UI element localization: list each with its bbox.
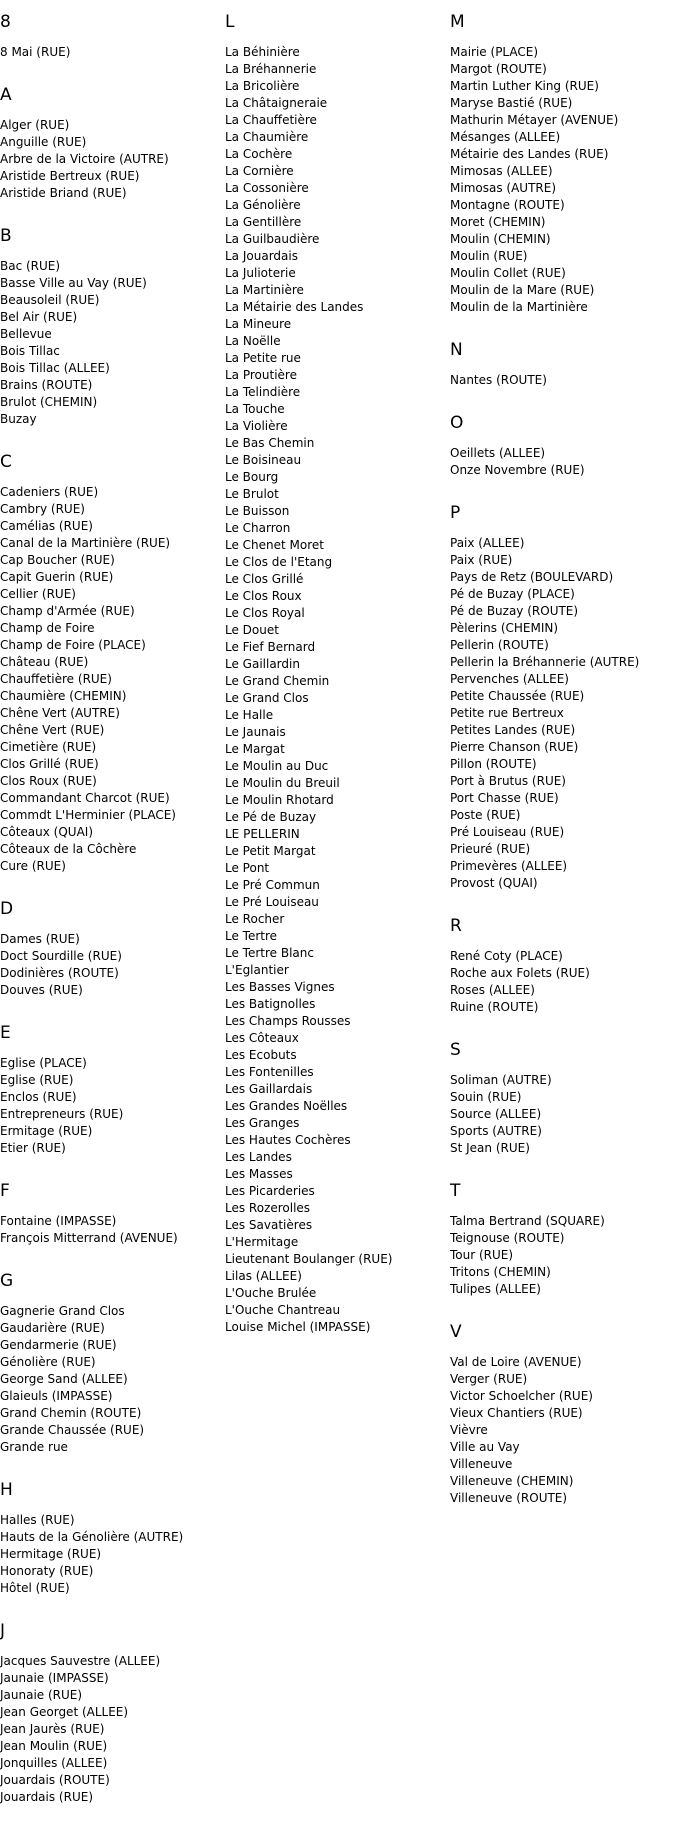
street-link[interactable]: Oeillets (ALLEE) bbox=[450, 446, 546, 460]
street-link[interactable]: Paix (RUE) bbox=[450, 553, 513, 567]
street-link[interactable]: Moulin (CHEMIN) bbox=[450, 232, 551, 246]
street-link[interactable]: Clos Roux (RUE) bbox=[0, 774, 97, 788]
street-link[interactable]: La Telindière bbox=[225, 385, 301, 399]
street-link[interactable]: Le Bas Chemin bbox=[225, 436, 315, 450]
street-link[interactable]: Jouardais (RUE) bbox=[0, 1790, 93, 1804]
street-link[interactable]: Vieux Chantiers (RUE) bbox=[450, 1406, 583, 1420]
street-link[interactable]: Le Clos Grillé bbox=[225, 572, 304, 586]
street-link[interactable]: Villeneuve bbox=[450, 1457, 513, 1471]
street-link[interactable]: Aristide Bertreux (RUE) bbox=[0, 169, 140, 183]
letter-section-a bbox=[0, 85, 225, 202]
street-link[interactable]: Halles (RUE) bbox=[0, 1513, 75, 1527]
street-link[interactable]: Port à Brutus (RUE) bbox=[450, 774, 566, 788]
street-link[interactable]: Le Douet bbox=[225, 623, 279, 637]
section-letter-heading: T bbox=[450, 1181, 461, 1201]
street-link[interactable]: Sports (AUTRE) bbox=[450, 1124, 542, 1138]
letter-section-p bbox=[450, 503, 675, 892]
street-link[interactable]: Port Chasse (RUE) bbox=[450, 791, 559, 805]
street-link[interactable]: Bellevue bbox=[0, 327, 52, 341]
street-link[interactable]: Gendarmerie (RUE) bbox=[0, 1338, 117, 1352]
street-link[interactable]: Moulin de la Mare (RUE) bbox=[450, 283, 595, 297]
street-link[interactable]: Honoraty (RUE) bbox=[0, 1564, 94, 1578]
street-link[interactable]: Dames (RUE) bbox=[0, 932, 80, 946]
street-link[interactable]: Jouardais (ROUTE) bbox=[0, 1773, 110, 1787]
street-link[interactable]: Côteaux (QUAI) bbox=[0, 825, 94, 839]
street-link[interactable]: Pays de Retz (BOULEVARD) bbox=[450, 570, 614, 584]
street-link[interactable]: Maryse Bastié (RUE) bbox=[450, 96, 573, 110]
street-link[interactable]: La Châtaigneraie bbox=[225, 96, 328, 110]
section-letter-heading: F bbox=[0, 1181, 10, 1201]
street-link[interactable]: Le Clos Royal bbox=[225, 606, 305, 620]
street-link[interactable]: Le Gaillardin bbox=[225, 657, 300, 671]
street-link[interactable]: Souin (RUE) bbox=[450, 1090, 522, 1104]
street-link[interactable]: Moulin Collet (RUE) bbox=[450, 266, 566, 280]
street-link[interactable]: LE PELLERIN bbox=[225, 827, 300, 841]
street-link[interactable]: Hôtel (RUE) bbox=[0, 1581, 70, 1595]
letter-section-e bbox=[0, 1023, 225, 1157]
street-link[interactable]: Margot (ROUTE) bbox=[450, 62, 547, 76]
street-link[interactable]: Tritons (CHEMIN) bbox=[450, 1265, 551, 1279]
street-link[interactable]: La Guilbaudière bbox=[225, 232, 320, 246]
section-letter-heading: L bbox=[225, 12, 235, 32]
street-link[interactable]: Cambry (RUE) bbox=[0, 502, 85, 516]
street-link[interactable]: Les Savatières bbox=[225, 1218, 313, 1232]
street-link[interactable]: L'Ouche Chantreau bbox=[225, 1303, 341, 1317]
street-link[interactable]: Le Grand Chemin bbox=[225, 674, 330, 688]
street-link[interactable]: Le Clos de l'Etang bbox=[225, 555, 333, 569]
section-letter-heading: G bbox=[0, 1271, 14, 1291]
street-link[interactable]: Roche aux Folets (RUE) bbox=[450, 966, 590, 980]
letter-section-g bbox=[0, 1271, 225, 1456]
street-link[interactable]: Enclos (RUE) bbox=[0, 1090, 77, 1104]
street-link[interactable]: La Proutière bbox=[225, 368, 297, 382]
street-link[interactable]: La Julioterie bbox=[225, 266, 296, 280]
letter-section-m bbox=[450, 12, 675, 316]
street-link[interactable]: Pé de Buzay (ROUTE) bbox=[450, 604, 579, 618]
street-link[interactable]: Les Picarderies bbox=[225, 1184, 315, 1198]
street-link[interactable]: La Cornière bbox=[225, 164, 294, 178]
street-link[interactable]: La Métairie des Landes bbox=[225, 300, 364, 314]
section-letter-heading: H bbox=[0, 1480, 13, 1500]
section-letter-heading: O bbox=[450, 413, 464, 433]
street-link[interactable]: Pillon (ROUTE) bbox=[450, 757, 537, 771]
street-index-column-3 bbox=[450, 12, 675, 1531]
street-link[interactable]: La Noëlle bbox=[225, 334, 281, 348]
street-link[interactable]: Gaudarière (RUE) bbox=[0, 1321, 105, 1335]
letter-section-b bbox=[0, 226, 225, 428]
street-link[interactable]: Génolière (RUE) bbox=[0, 1355, 96, 1369]
street-link[interactable]: Le Pré Commun bbox=[225, 878, 320, 892]
street-link[interactable]: La Génolière bbox=[225, 198, 301, 212]
street-link[interactable]: L'Hermitage bbox=[225, 1235, 299, 1249]
street-link[interactable]: Martin Luther King (RUE) bbox=[450, 79, 599, 93]
street-link[interactable]: Petites Landes (RUE) bbox=[450, 723, 576, 737]
street-link[interactable]: Villeneuve (ROUTE) bbox=[450, 1491, 568, 1505]
street-link[interactable]: Champ de Foire (PLACE) bbox=[0, 638, 146, 652]
street-link[interactable]: Chaumière (CHEMIN) bbox=[0, 689, 127, 703]
section-letter-heading: N bbox=[450, 340, 463, 360]
street-link[interactable]: Clos Grillé (RUE) bbox=[0, 757, 99, 771]
street-link[interactable]: La Chauffetière bbox=[225, 113, 317, 127]
section-letter-heading: R bbox=[450, 916, 462, 936]
street-link[interactable]: Cap Boucher (RUE) bbox=[0, 553, 115, 567]
section-letter-heading: V bbox=[450, 1322, 462, 1342]
street-link[interactable]: Primevères (ALLEE) bbox=[450, 859, 568, 873]
street-link[interactable]: Vièvre bbox=[450, 1423, 488, 1437]
street-link[interactable]: La Cochère bbox=[225, 147, 293, 161]
street-link[interactable]: Brains (ROUTE) bbox=[0, 378, 93, 392]
street-link[interactable]: Cadeniers (RUE) bbox=[0, 485, 99, 499]
street-link[interactable]: Le Jaunais bbox=[225, 725, 286, 739]
street-link[interactable]: Les Masses bbox=[225, 1167, 293, 1181]
street-link[interactable]: Jean Georget (ALLEE) bbox=[0, 1705, 129, 1719]
letter-section-c bbox=[0, 452, 225, 875]
street-link[interactable]: Le Margat bbox=[225, 742, 285, 756]
street-link[interactable]: Chêne Vert (RUE) bbox=[0, 723, 105, 737]
street-link[interactable]: Les Granges bbox=[225, 1116, 300, 1130]
street-link[interactable]: Mésanges (ALLEE) bbox=[450, 130, 561, 144]
street-link[interactable]: Buzay bbox=[0, 412, 37, 426]
letter-section-d bbox=[0, 899, 225, 999]
street-link[interactable]: La Cossonière bbox=[225, 181, 309, 195]
street-link[interactable]: Glaieuls (IMPASSE) bbox=[0, 1389, 113, 1403]
street-link[interactable]: Petite rue Bertreux bbox=[450, 706, 564, 720]
street-link[interactable]: Tulipes (ALLEE) bbox=[450, 1282, 541, 1296]
section-letter-heading: D bbox=[0, 899, 14, 919]
street-link[interactable]: Le Tertre bbox=[225, 929, 278, 943]
street-link[interactable]: Le Moulin au Duc bbox=[225, 759, 329, 773]
street-link[interactable]: Pré Louiseau (RUE) bbox=[450, 825, 565, 839]
street-link[interactable]: Moulin (RUE) bbox=[450, 249, 528, 263]
street-link[interactable]: Verger (RUE) bbox=[450, 1372, 528, 1386]
street-link[interactable]: Les Fontenilles bbox=[225, 1065, 314, 1079]
street-link[interactable]: La Mineure bbox=[225, 317, 292, 331]
street-link[interactable]: Jean Moulin (RUE) bbox=[0, 1739, 108, 1753]
street-link[interactable]: Gagnerie Grand Clos bbox=[0, 1304, 125, 1318]
street-link[interactable]: Pé de Buzay (PLACE) bbox=[450, 587, 575, 601]
section-letter-heading: P bbox=[450, 503, 461, 523]
street-link[interactable]: Pierre Chanson (RUE) bbox=[450, 740, 579, 754]
street-link[interactable]: Camélias (RUE) bbox=[0, 519, 93, 533]
letter-section-v bbox=[450, 1322, 675, 1507]
letter-section-f bbox=[0, 1181, 225, 1247]
section-letter-heading: 8 bbox=[0, 12, 11, 32]
street-link[interactable]: Montagne (ROUTE) bbox=[450, 198, 565, 212]
street-link[interactable]: Cure (RUE) bbox=[0, 859, 66, 873]
street-link[interactable]: Pèlerins (CHEMIN) bbox=[450, 621, 559, 635]
street-link[interactable]: Les Rozerolles bbox=[225, 1201, 311, 1215]
street-link[interactable]: La Gentillère bbox=[225, 215, 302, 229]
street-link[interactable]: Roses (ALLEE) bbox=[450, 983, 535, 997]
street-link[interactable]: Brulot (CHEMIN) bbox=[0, 395, 98, 409]
street-link[interactable]: Source (ALLEE) bbox=[450, 1107, 542, 1121]
street-link[interactable]: Chêne Vert (AUTRE) bbox=[0, 706, 120, 720]
street-link[interactable]: Douves (RUE) bbox=[0, 983, 83, 997]
street-link[interactable]: Ermitage (RUE) bbox=[0, 1124, 93, 1138]
letter-section-r bbox=[450, 916, 675, 1016]
letter-section-s bbox=[450, 1040, 675, 1157]
street-link[interactable]: Pellerin (ROUTE) bbox=[450, 638, 549, 652]
street-link[interactable]: Bel Air (RUE) bbox=[0, 310, 78, 324]
street-link[interactable]: Les Hautes Cochères bbox=[225, 1133, 351, 1147]
street-link[interactable]: Le Tertre Blanc bbox=[225, 946, 314, 960]
street-link[interactable]: Bois Tillac (ALLEE) bbox=[0, 361, 110, 375]
street-link[interactable]: Arbre de la Victoire (AUTRE) bbox=[0, 152, 169, 166]
street-link[interactable]: Dodinières (ROUTE) bbox=[0, 966, 119, 980]
street-link[interactable]: Hermitage (RUE) bbox=[0, 1547, 102, 1561]
street-link[interactable]: Jonquilles (ALLEE) bbox=[0, 1756, 108, 1770]
street-link[interactable]: La Martinière bbox=[225, 283, 304, 297]
street-link[interactable]: Les Ecobuts bbox=[225, 1048, 297, 1062]
street-link[interactable]: 8 Mai (RUE) bbox=[0, 45, 71, 59]
section-letter-heading: M bbox=[450, 12, 465, 32]
letter-section-o bbox=[450, 413, 675, 479]
street-link[interactable]: Les Batignolles bbox=[225, 997, 316, 1011]
street-link[interactable]: Le Petit Margat bbox=[225, 844, 316, 858]
street-link[interactable]: Doct Sourdille (RUE) bbox=[0, 949, 122, 963]
street-link[interactable]: Le Clos Roux bbox=[225, 589, 302, 603]
letter-section-n bbox=[450, 340, 675, 389]
street-link[interactable]: Champ de Foire bbox=[0, 621, 95, 635]
street-link[interactable]: La Chaumière bbox=[225, 130, 309, 144]
street-link[interactable]: St Jean (RUE) bbox=[450, 1141, 530, 1155]
street-link[interactable]: La Bréhannerie bbox=[225, 62, 317, 76]
street-index-column-1 bbox=[0, 12, 225, 1830]
street-link[interactable]: Le Halle bbox=[225, 708, 274, 722]
street-link[interactable]: Soliman (AUTRE) bbox=[450, 1073, 552, 1087]
street-link[interactable]: Jaunaie (RUE) bbox=[0, 1688, 83, 1702]
street-link[interactable]: La Touche bbox=[225, 402, 285, 416]
street-link[interactable]: Mathurin Métayer (AVENUE) bbox=[450, 113, 619, 127]
street-link[interactable]: Les Champs Rousses bbox=[225, 1014, 351, 1028]
street-link[interactable]: Grande rue bbox=[0, 1440, 68, 1454]
street-link[interactable]: Hauts de la Génolière (AUTRE) bbox=[0, 1530, 184, 1544]
street-link[interactable]: Ruine (ROUTE) bbox=[450, 1000, 539, 1014]
street-link[interactable]: Commdt L'Herminier (PLACE) bbox=[0, 808, 176, 822]
street-link[interactable]: Commandant Charcot (RUE) bbox=[0, 791, 170, 805]
street-link[interactable]: Champ d'Armée (RUE) bbox=[0, 604, 135, 618]
street-link[interactable]: Moret (CHEMIN) bbox=[450, 215, 546, 229]
street-link[interactable]: Le Bourg bbox=[225, 470, 279, 484]
street-link[interactable]: Grand Chemin (ROUTE) bbox=[0, 1406, 142, 1420]
street-link[interactable]: Le Boisineau bbox=[225, 453, 302, 467]
street-link[interactable]: Le Moulin Rhotard bbox=[225, 793, 334, 807]
street-link[interactable]: Mairie (PLACE) bbox=[450, 45, 539, 59]
street-link[interactable]: Chauffetière (RUE) bbox=[0, 672, 112, 686]
street-link[interactable]: Le Buisson bbox=[225, 504, 290, 518]
street-link[interactable]: Val de Loire (AVENUE) bbox=[450, 1355, 582, 1369]
street-link[interactable]: Le Moulin du Breuil bbox=[225, 776, 340, 790]
street-link[interactable]: Talma Bertrand (SQUARE) bbox=[450, 1214, 605, 1228]
street-link[interactable]: Bois Tillac bbox=[0, 344, 60, 358]
street-link[interactable]: Poste (RUE) bbox=[450, 808, 521, 822]
street-link[interactable]: Grande Chaussée (RUE) bbox=[0, 1423, 145, 1437]
letter-section-8 bbox=[0, 12, 225, 61]
street-link[interactable]: Lieutenant Boulanger (RUE) bbox=[225, 1252, 393, 1266]
street-link[interactable]: Capit Guerin (RUE) bbox=[0, 570, 114, 584]
street-link[interactable]: Métairie des Landes (RUE) bbox=[450, 147, 609, 161]
street-link[interactable]: Mimosas (AUTRE) bbox=[450, 181, 556, 195]
street-link[interactable]: Les Gaillardais bbox=[225, 1082, 313, 1096]
street-link[interactable]: La Béhinière bbox=[225, 45, 300, 59]
street-link[interactable]: Nantes (ROUTE) bbox=[450, 373, 547, 387]
street-link[interactable]: Le Grand Clos bbox=[225, 691, 309, 705]
street-link[interactable]: Eglise (RUE) bbox=[0, 1073, 74, 1087]
street-link[interactable]: Entrepreneurs (RUE) bbox=[0, 1107, 124, 1121]
street-link[interactable]: Le Chenet Moret bbox=[225, 538, 324, 552]
street-link[interactable]: Beausoleil (RUE) bbox=[0, 293, 100, 307]
street-link[interactable]: George Sand (ALLEE) bbox=[0, 1372, 128, 1386]
street-link[interactable]: Lilas (ALLEE) bbox=[225, 1269, 302, 1283]
street-link[interactable]: Pervenches (ALLEE) bbox=[450, 672, 569, 686]
street-link[interactable]: Côteaux de la Côchère bbox=[0, 842, 137, 856]
section-letter-heading: C bbox=[0, 452, 12, 472]
street-link[interactable]: Le Charron bbox=[225, 521, 291, 535]
street-link[interactable]: Onze Novembre (RUE) bbox=[450, 463, 585, 477]
street-link[interactable]: La Petite rue bbox=[225, 351, 301, 365]
street-link[interactable]: Ville au Vay bbox=[450, 1440, 520, 1454]
section-letter-heading: S bbox=[450, 1040, 461, 1060]
letter-section-h bbox=[0, 1480, 225, 1597]
letter-section-j bbox=[0, 1621, 225, 1806]
street-link[interactable]: Aristide Briand (RUE) bbox=[0, 186, 127, 200]
street-link[interactable]: Les Basses Vignes bbox=[225, 980, 335, 994]
street-link[interactable]: L'Ouche Brulée bbox=[225, 1286, 317, 1300]
section-letter-heading: J bbox=[0, 1621, 6, 1641]
street-link[interactable]: François Mitterrand (AVENUE) bbox=[0, 1231, 178, 1245]
street-link[interactable]: Bac (RUE) bbox=[0, 259, 61, 273]
street-link[interactable]: Petite Chaussée (RUE) bbox=[450, 689, 585, 703]
street-link[interactable]: Les Grandes Noëlles bbox=[225, 1099, 348, 1113]
street-link[interactable]: Moulin de la Martinière bbox=[450, 300, 588, 314]
street-link[interactable]: Cimetière (RUE) bbox=[0, 740, 97, 754]
street-link[interactable]: Le Rocher bbox=[225, 912, 285, 926]
street-link[interactable]: La Jouardais bbox=[225, 249, 298, 263]
street-link[interactable]: Château (RUE) bbox=[0, 655, 89, 669]
street-link[interactable]: Les Landes bbox=[225, 1150, 292, 1164]
street-link[interactable]: La Bricolière bbox=[225, 79, 300, 93]
street-link[interactable]: Le Pré Louiseau bbox=[225, 895, 319, 909]
street-link[interactable]: Les Côteaux bbox=[225, 1031, 299, 1045]
street-link[interactable]: Le Fief Bernard bbox=[225, 640, 316, 654]
street-link[interactable]: Eglise (PLACE) bbox=[0, 1056, 87, 1070]
street-link[interactable]: Jacques Sauvestre (ALLEE) bbox=[0, 1654, 161, 1668]
street-index-column-2 bbox=[225, 12, 450, 1360]
street-link[interactable]: Le Pont bbox=[225, 861, 270, 875]
letter-section-t bbox=[450, 1181, 675, 1298]
street-link[interactable]: Tour (RUE) bbox=[450, 1248, 514, 1262]
street-link[interactable]: Pellerin la Bréhannerie (AUTRE) bbox=[450, 655, 640, 669]
street-link[interactable]: L'Eglantier bbox=[225, 963, 289, 977]
street-link[interactable]: Etier (RUE) bbox=[0, 1141, 66, 1155]
street-link[interactable]: Fontaine (IMPASSE) bbox=[0, 1214, 117, 1228]
street-link[interactable]: La Violière bbox=[225, 419, 288, 433]
street-link[interactable]: Canal de la Martinière (RUE) bbox=[0, 536, 171, 550]
street-link[interactable]: Provost (QUAI) bbox=[450, 876, 538, 890]
section-letter-heading: B bbox=[0, 226, 12, 246]
section-letter-heading: A bbox=[0, 85, 12, 105]
street-link[interactable]: Villeneuve (CHEMIN) bbox=[450, 1474, 574, 1488]
street-link[interactable]: Victor Schoelcher (RUE) bbox=[450, 1389, 593, 1403]
street-link[interactable]: Mimosas (ALLEE) bbox=[450, 164, 553, 178]
street-link[interactable]: Paix (ALLEE) bbox=[450, 536, 525, 550]
section-letter-heading: E bbox=[0, 1023, 11, 1043]
street-link[interactable]: Anguille (RUE) bbox=[0, 135, 87, 149]
street-link[interactable]: Cellier (RUE) bbox=[0, 587, 76, 601]
street-link[interactable]: Teignouse (ROUTE) bbox=[450, 1231, 565, 1245]
street-link[interactable]: Jaunaie (IMPASSE) bbox=[0, 1671, 109, 1685]
street-link[interactable]: Le Pé de Buzay bbox=[225, 810, 317, 824]
street-link[interactable]: Louise Michel (IMPASSE) bbox=[225, 1320, 371, 1334]
street-link[interactable]: Basse Ville au Vay (RUE) bbox=[0, 276, 147, 290]
street-link[interactable]: Prieuré (RUE) bbox=[450, 842, 531, 856]
street-link[interactable]: René Coty (PLACE) bbox=[450, 949, 563, 963]
letter-section-l bbox=[225, 12, 450, 1336]
street-link[interactable]: Jean Jaurès (RUE) bbox=[0, 1722, 105, 1736]
street-link[interactable]: Le Brulot bbox=[225, 487, 279, 501]
street-link[interactable]: Alger (RUE) bbox=[0, 118, 70, 132]
